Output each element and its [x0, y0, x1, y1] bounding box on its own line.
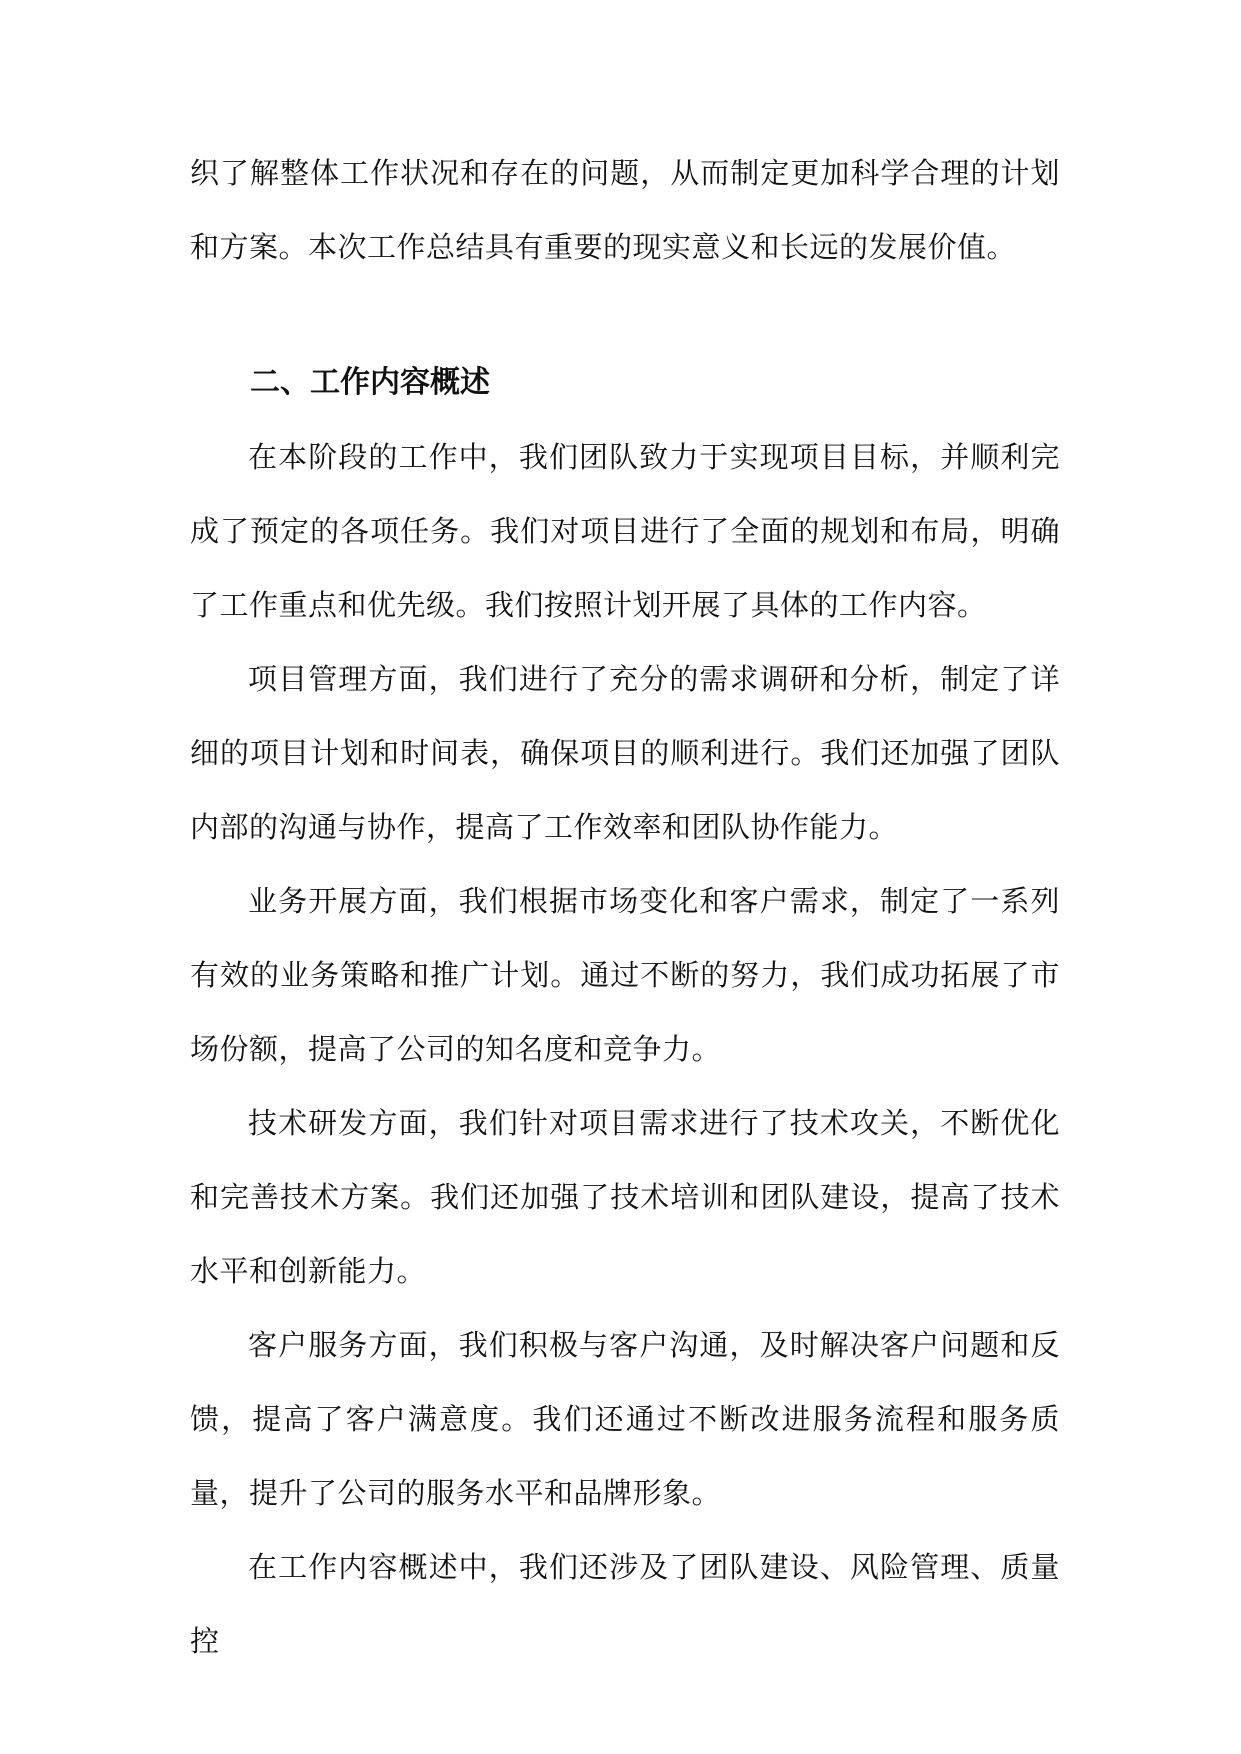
paragraph-summary-continued: 在工作内容概述中，我们还涉及了团队建设、风险管理、质量控	[190, 1550, 1060, 1658]
paragraph-customer-service: 客户服务方面，我们积极与客户沟通，及时解决客户问题和反馈，提高了客户满意度。我们还通过不断改进服务流程和服务质量，提升了公司的服务水平和品牌形象。	[190, 1328, 1060, 1510]
paragraph-technical-rd: 技术研发方面，我们针对项目需求进行了技术攻关，不断优化和完善技术方案。我们还加强了技术培训和团队建设，提高了技术水平和创新能力。	[190, 1106, 1060, 1288]
intro-paragraph: 织了解整体工作状况和存在的问题，从而制定更加科学合理的计划和方案。本次工作总结具有重要的现实意义和长远的发展价值。	[190, 156, 1060, 264]
paragraph-business-development: 业务开展方面，我们根据市场变化和客户需求，制定了一系列有效的业务策略和推广计划。通过不断的努力，我们成功拓展了市场份额，提高了公司的知名度和竞争力。	[190, 884, 1060, 1066]
paragraph-overview: 在本阶段的工作中，我们团队致力于实现项目目标，并顺利完成了预定的各项任务。我们对项目进行了全面的规划和布局，明确了工作重点和优先级。我们按照计划开展了具体的工作内容。	[190, 440, 1060, 622]
paragraph-project-management: 项目管理方面，我们进行了充分的需求调研和分析，制定了详细的项目计划和时间表，确保项目的顺利进行。我们还加强了团队内部的沟通与协作，提高了工作效率和团队协作能力。	[190, 662, 1060, 844]
document-body	[190, 136, 1060, 1678]
section-heading: 二、工作内容概述	[250, 365, 490, 400]
